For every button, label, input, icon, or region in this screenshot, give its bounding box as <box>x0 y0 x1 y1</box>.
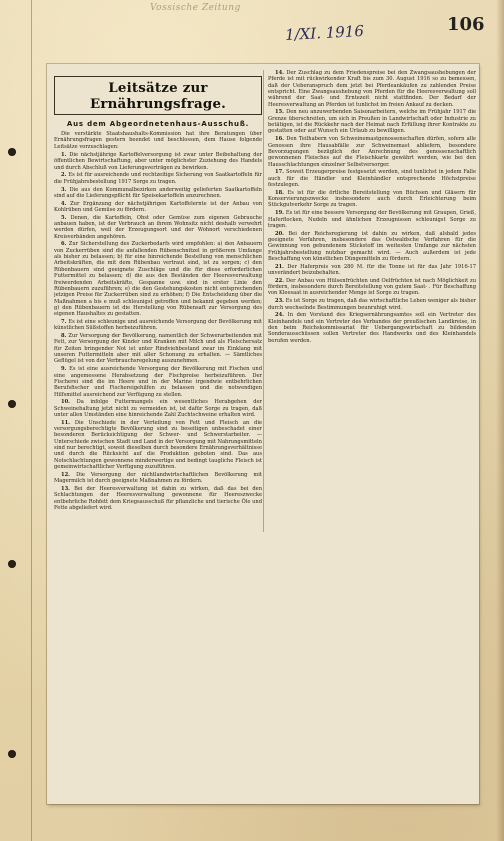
article-section <box>54 420 262 471</box>
section-number: 17. <box>275 169 286 176</box>
section-text: Bei der Reichsregierung ist dahin zu wirken, daß alsbald jedes geeignete Verfahren, insbesondere das Ostwaldsche Verfahren für die Gewinnung von gebundenem Stickstoff im weitesten Umfange zur nächsten Frühjahrsbestellung nutzbar gemacht wird. — Auch außerdem ist jede Beschaffung von künstlichen Düngemitteln zu fördern. <box>268 230 476 262</box>
article-section <box>268 264 476 277</box>
punch-hole <box>8 750 16 758</box>
section-number: 5. <box>61 214 71 221</box>
clipping-column-left <box>54 70 262 796</box>
article-section <box>268 231 476 263</box>
masthead-stamp: Vossische Zeitung <box>150 3 241 13</box>
article-section <box>268 312 476 344</box>
section-text: Den neu anzuwerbenden Saisonarbeitern, welche im Frühjahr 1917 die Grenze überschreiten, um sich in Preußen in Landwirtschaft oder Industrie zu betätigen, ist die Rückkehr nach der Heimat nach Erfüllung ihrer Kontrakte zu gestatten oder auf Wunsch ein Urlaub zu bewilligen. <box>268 109 476 135</box>
article-section <box>268 70 476 108</box>
article-section <box>268 109 476 134</box>
article-section <box>54 319 262 332</box>
section-text: Es ist für eine bessere Versorgung der Bevölkerung mit Graupen, Grieß, Haferflocken, Nudeln und ähnlichen Erzeugnissen schleunigst Sorge zu tragen. <box>268 210 476 229</box>
section-number: 15. <box>275 109 287 116</box>
section-text: Bei der Heeresverwaltung ist dahin zu wirken, daß das bei den Schlachtungen der Heeresverwaltung gewonnene für Heereszwecke entbehrliche Rohfett dem Kriegsausschuß für pflanzliche und tierische Öle und Fette abgeliefert wird. <box>54 485 262 511</box>
section-text: Denen, die Kartoffeln, Obst oder Gemüse zum eigenen Gebrauche anbauen haben, ist der Verbrauch an ihrem Wohnsitz nicht deshalb verwehrt werden dürfen, weil der Erzeugungsort und der Wohnort verschiedenen Kreisverbänden angehören. <box>54 214 262 240</box>
article-section <box>54 472 262 485</box>
section-text: Es ist Sorge zu tragen, daß das wirtschaftliche Leben weniger als bisher durch wechselnde Bestimmungen beunruhigt wird. <box>268 298 476 311</box>
article-section <box>54 215 262 240</box>
section-text: Die nächstjährige Kartoffelversorgung ist zwar unter Beibehaltung der öffentlichen Bewirtschaftung, aber unter möglichster Zuziehung des Handels und durch Abschluß von Lieferungsverträgen zu bewirken. <box>54 152 262 171</box>
section-text: Es ist für ausreichende und rechtzeitige Sicherung von Saatkartoffeln für die Frühjahrsbestellung 1917 Sorge zu tragen. <box>54 172 262 185</box>
section-text: Da infolge Futtermangels ein wesentliches Herabgehen der Schweinehaltung jetzt nicht zu vermeiden ist, ist dafür Sorge zu tragen, daß unter allen Umständen eine hinreichende Zahl Zuchtschweine erhalten wird. <box>54 399 262 418</box>
section-number: 24. <box>275 312 288 319</box>
article-intro: Die verstärkte Staatshaushalts-Kommission hat ihre Beratungen über Ernährungsfragen gestern beendet und beschlossen, dem Hause folgende Leitsätze vorzuschlagen: <box>54 131 262 150</box>
section-text: Der Anbau von Hülsenfrüchten und Oelfrüchten ist nach Möglichkeit zu fördern, insbesondere durch Bereitstellung von gutem Saat- . Für Beschaffung von Kleesaat in ausreichender Menge ist Sorge zu tragen. <box>268 277 476 297</box>
section-number: 20. <box>275 230 289 237</box>
article-section <box>54 333 262 365</box>
section-number: 9. <box>61 366 70 373</box>
section-number: 16. <box>275 136 287 143</box>
section-text: Die Unschiede in der Verteilung von Fett und Fleisch an die versorgungsberechtigte Bevölkerung sind zu beseitigen unbeschadet einer besonderen Berücksichtigung der Schwer- und Schwerstarbeiter. — Unterschiede zwischen Stadt und Land in der Versorgung mit Nahrungsmitteln sind nur berechtigt, soweit dieselben durch besondere Ernährungsverhältnisse und durch die Rücksicht auf die Produktion geboten sind. Das aus Notschlachtungen gewonnene minderwertige und bedingt taugliche Fleisch ist gemeinwirtschaftlicher Verfügung zuzuführen. <box>54 419 262 471</box>
article-section <box>54 366 262 398</box>
punch-hole <box>8 400 16 408</box>
article-section <box>268 136 476 168</box>
article-subtitle: Aus dem Abgeordnetenhaus-Ausschuß. <box>66 120 250 128</box>
article-section <box>54 486 262 511</box>
section-text: Der Haferpreis von 280 M. für die Tonne ist für das Jahr 1916-17 unverändert beizubehalten. <box>268 263 476 277</box>
section-text: Soweit Erzeugerpreise festgesetzt werden, sind tunlichst in jedem Falle auch für die Händler und Kleinhändler entsprechende Höchstpreise festzulegen. <box>268 169 476 189</box>
section-text: Die aus den Kommunalbezirken anderweitig gelieferten Saatkartoffeln sind auf die Lieferungspflicht für Speisekartoffeln anzurechnen. <box>54 186 262 199</box>
section-number: 12. <box>61 471 77 478</box>
section-text: Der Zuschlag zu dem Friedenspreise bei den Zwangsaushebungen der Pferde ist mit rückwirkender Kraft bis zum 30. August 1916 so zu bemessen, daß der Ueberanspruch dem jetzt bei Pferdeankäufen zu zahlenden Preise entspricht. Eine Zwangsaushebung von Pferden für die Heeresverwaltung soll während der Saat- und Erntezeit nicht stattfinden. Der Bedarf der Heeresverwaltung an Pferden ist tunlichst im freien Ankauf zu decken. <box>268 70 476 108</box>
section-number: 22. <box>275 277 286 284</box>
section-text: Den Teilhabern von Schweinemastgenossenschaften dürfen, sofern alle Genossen ihre Hausabfälle zur Schweinemast abliefern, besondere Bevorzugungen bezüglich der Anrechnung des genossenschaftlich gewonnenen Fleisches auf die Fleischkarte gewährt werden, wie bei den Hausschlachtungen einzelner Selbstversorger. <box>268 136 476 168</box>
section-number: 8. <box>61 333 69 340</box>
section-number: 21. <box>275 263 288 270</box>
column-divider <box>263 70 264 532</box>
section-number: 13. <box>61 485 75 492</box>
article-section <box>268 190 476 209</box>
article-section <box>268 169 476 188</box>
section-number: 6. <box>61 241 69 248</box>
section-number: 1. <box>61 152 70 159</box>
binding-margin-rule <box>31 0 32 841</box>
article-section <box>54 399 262 418</box>
section-text: Es ist für die örtliche Bereitstellung von Büchsen und Gläsern für Konservierungszwecke insbesondere auch durch Erleichterung beim Stückgutverkehr Sorge zu tragen. <box>268 189 476 209</box>
section-number: 23. <box>275 298 286 305</box>
section-number: 4. <box>61 200 71 207</box>
punch-hole <box>8 560 16 568</box>
section-text: Es ist eine ausreichende Versorgung der Bevölkerung mit Fischen und eine angemessene Herabsetzung der Fischpreise herbeizuführen. Der Fischerei sind die im Heere und in der Marine irgendwie entbehrlichen Berufsfischer und Fischereigehilfen zu belassen und die notwendigen Hilfsmittel ausreichend zur Verfügung zu stellen. <box>54 366 262 398</box>
page-edge-shadow <box>496 0 504 841</box>
article-title: Leitsätze zur Ernährungsfrage. <box>89 80 227 112</box>
headline-box <box>54 76 262 115</box>
section-number: 18. <box>275 189 288 196</box>
section-text: In den Vorstand des Kriegsernährungsamtes soll ein Vertreter des Kleinhandels und ein Vertreter des Verbandes der preußischen Landkreise, in den beim Reichskommissariat für Uebergangswirtschaft zu bildenden Sonderausschüssen sollen Vertreter des Handwerks und des Kleinhandels berufen werden. <box>268 312 476 344</box>
section-text: Es ist eine schleunige und ausreichende Versorgung der Bevölkerung mit künstlichen Süßstoffen herbeizuführen. <box>54 318 262 332</box>
article-section <box>54 201 262 214</box>
section-text: Die Versorgung der nichtlandwirtschaftlichen Bevölkerung mit Magermilch ist durch geeignete Maßnahmen zu fördern. <box>54 471 262 485</box>
section-number: 14. <box>275 70 287 76</box>
article-section <box>54 241 262 317</box>
article-section <box>268 278 476 297</box>
section-text: Zur Versorgung der Bevölkerung, namentlich der Schwerarbeitenden mit Fett, zur Versorgung der Kinder und Kranken mit Milch und als Fleischersatz für Zeiten bringender Not ist unter Rindviehbestand zwar im Einklang mit unseren Futtermitteln aber mit aller Schonung zu erhalten. — Sämtliches Geflügel ist von der Verbrauchsregelung auszunehmen. <box>54 333 262 365</box>
sections-left <box>54 152 262 511</box>
article-section <box>54 172 262 185</box>
newspaper-clipping <box>47 64 479 804</box>
clipping-column-right <box>268 70 476 532</box>
article-section <box>268 210 476 229</box>
handwritten-date: 1/XI. 1916 <box>284 21 365 45</box>
section-text: Zur Sicherstellung des Zuckerbedarfs wird empfohlen: a) den Anbauern von Zuckerrüben sind die anfallenden Rübenschnitzel in größerem Umfange als bisher zu belassen; b) für eine hinreichende Bestellung von menschlichen Arbeitskräften, die mit dem Rübenbau vertraut sind, ist zu sorgen; c) den Rübenbauern sind geeignete Zuschläge und die für diese erforderlichen Futtermittel zu belassen; d) die aus den Beständen der Heeresverwaltung freiwerdenden Arbeitskräfte, Gespanne usw. sind in erster Linie den Rübenbauern zuzuführen; e) die den Gestehungskosten nicht entsprechenden jetzigen Preise für Zuckerrüben sind zu erhöhen; f) Die Entscheidung über die Maßnahmen a bis e muß schleunigst getroffen und bekannt gegeben werden; g) den Rübenbauern ist die Herstellung von Rübensaft zur Versorgung des eigenen Haushaltes zu gestatten. <box>54 241 262 318</box>
section-number: 10. <box>61 399 77 406</box>
section-number: 2. <box>61 172 69 179</box>
article-section <box>268 298 476 311</box>
punch-hole <box>8 148 16 156</box>
section-number: 3. <box>61 186 70 193</box>
article-section <box>54 187 262 200</box>
section-number: 19. <box>275 210 286 217</box>
page-number: 106 <box>447 14 485 35</box>
section-text: Zur Ergänzung der nächstjährigen Kartoffelernte ist der Anbau von Kohlrüben und Gemüse zu fördern. <box>54 200 262 213</box>
section-number: 11. <box>61 419 75 426</box>
article-section <box>54 152 262 171</box>
sections-right <box>268 70 476 344</box>
section-number: 7. <box>61 318 69 325</box>
